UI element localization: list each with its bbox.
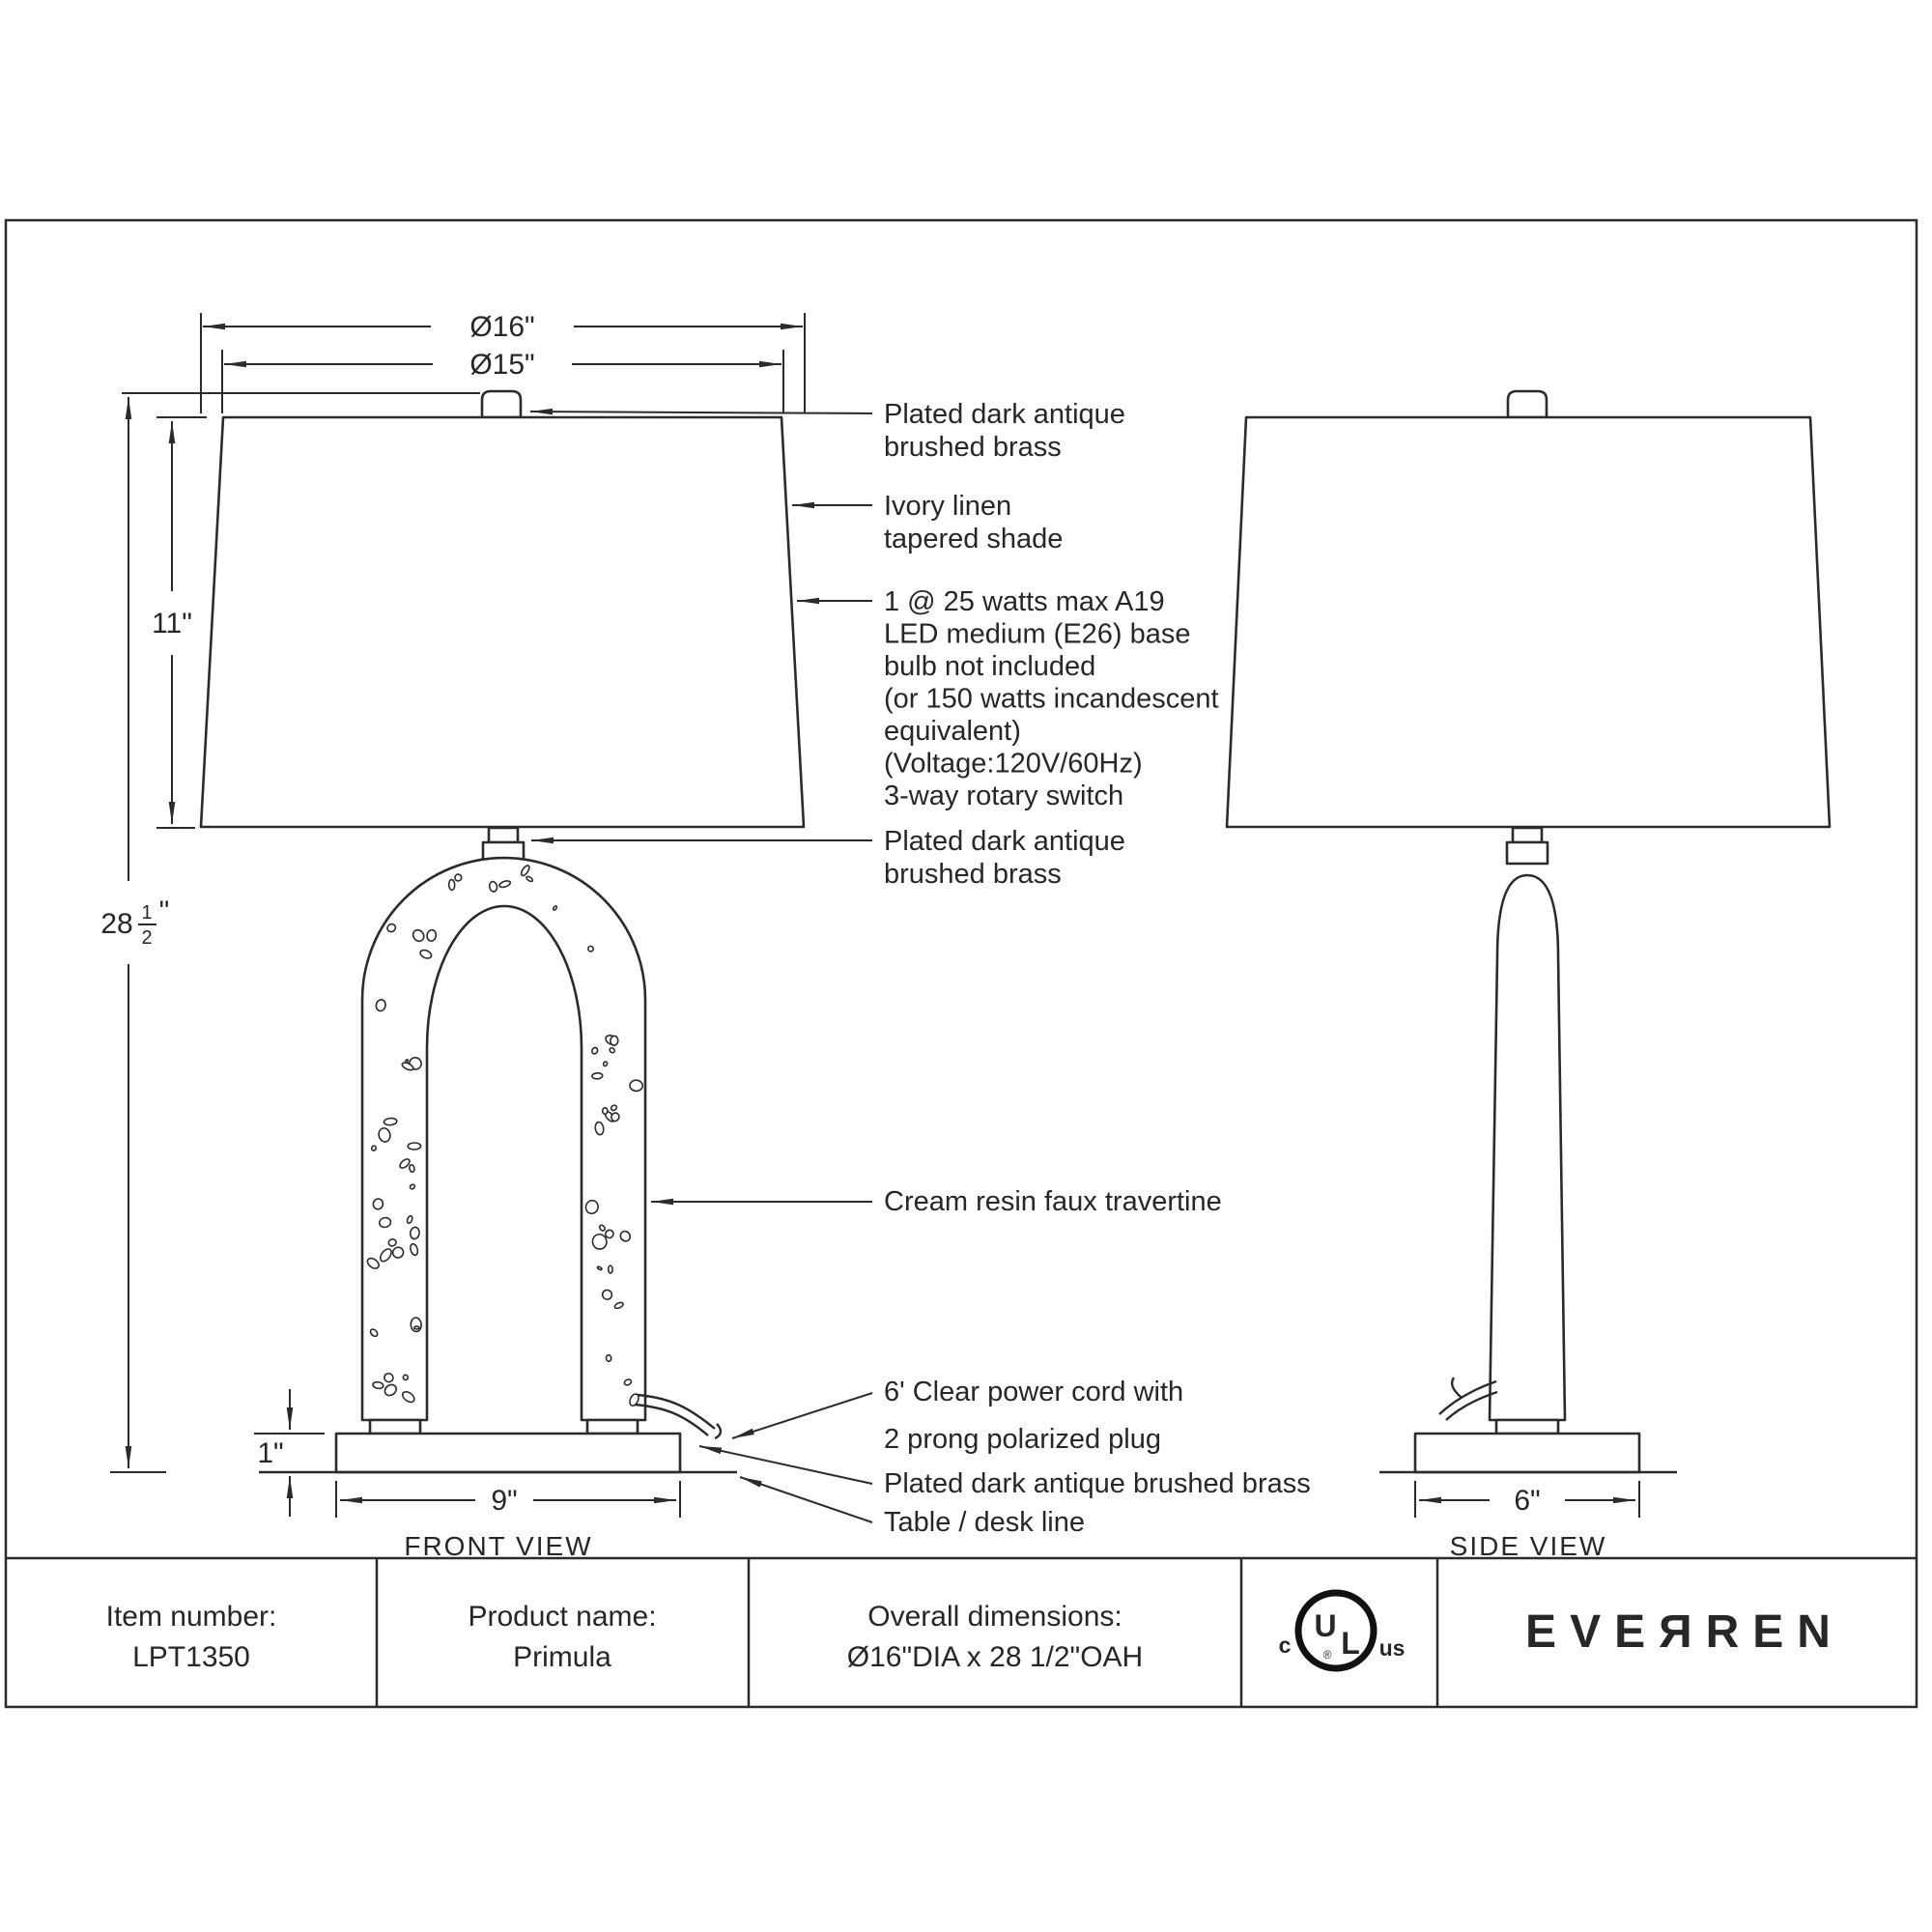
dim-overall-suffix: " <box>158 895 170 927</box>
dim-side-base-width: 6" <box>1514 1485 1541 1517</box>
callout-bulb-line2: LED medium (E26) base <box>884 618 1191 650</box>
overall-dimensions-label: Overall dimensions: <box>867 1601 1122 1633</box>
callout-neck-line2: brushed brass <box>884 859 1062 890</box>
front-shade <box>201 417 804 827</box>
side-base <box>1415 1434 1639 1472</box>
callout-finial-line1: Plated dark antique <box>884 399 1125 430</box>
callout-base-line1: Plated dark antique brushed brass <box>884 1468 1311 1499</box>
callout-shade-line2: tapered shade <box>884 524 1064 554</box>
side-finial <box>1508 391 1547 417</box>
dim-shade-height: 11" <box>152 608 192 639</box>
callout-cord-line1: 6' Clear power cord with <box>884 1377 1184 1407</box>
dim-overall-whole: 28 <box>100 908 133 940</box>
callout-cord-line2: 2 prong polarized plug <box>884 1424 1161 1455</box>
front-finial <box>482 391 521 417</box>
front-arch-body <box>362 858 645 1420</box>
callout-neck-line1: Plated dark antique <box>884 826 1125 857</box>
side-column <box>1490 875 1565 1420</box>
dim-front-base-width: 9" <box>491 1485 518 1517</box>
side-foot <box>1496 1420 1558 1434</box>
brand-logo: EVEЯREN <box>1525 1606 1844 1658</box>
product-name-label: Product name: <box>468 1601 657 1633</box>
ul-registered-mark: ® <box>1322 1648 1332 1662</box>
item-number-value: LPT1350 <box>132 1641 250 1673</box>
side-view-drawing <box>1227 391 1830 1472</box>
side-collar <box>1507 842 1548 864</box>
dim-overall-height <box>100 895 169 949</box>
title-block-texts <box>106 1601 1144 1673</box>
ul-certification-logo <box>1279 1593 1406 1668</box>
product-name-value: Primula <box>513 1641 611 1673</box>
dim-overall-frac-numerator: 1 <box>141 902 153 923</box>
callout-table-line1: Table / desk line <box>884 1507 1085 1538</box>
callout-bulb-line7: 3-way rotary switch <box>884 781 1124 811</box>
callout-bulb-line1: 1 @ 25 watts max A19 <box>884 586 1165 617</box>
front-view-drawing <box>201 391 804 1472</box>
ul-letters-us: us <box>1378 1635 1406 1661</box>
callout-bulb-line5: equivalent) <box>884 716 1021 747</box>
side-neck <box>1513 828 1542 842</box>
callout-bulb-line6: (Voltage:120V/60Hz) <box>884 748 1143 780</box>
ul-letter-c: c <box>1278 1633 1292 1658</box>
front-neck <box>489 828 518 842</box>
dim-overall-frac-denominator: 2 <box>141 927 153 949</box>
front-right-foot <box>587 1420 638 1434</box>
callout-shade-line1: Ivory linen <box>884 491 1012 522</box>
dim-shade-bottom-diameter: Ø16" <box>469 311 535 343</box>
front-base <box>336 1434 680 1472</box>
callout-bulb-line3: bulb not included <box>884 651 1096 682</box>
overall-dimensions-value: Ø16"DIA x 28 1/2"OAH <box>846 1641 1144 1673</box>
side-shade <box>1227 417 1830 827</box>
dim-shade-top-diameter: Ø15" <box>469 349 535 381</box>
callout-body-line1: Cream resin faux travertine <box>884 1186 1222 1217</box>
ul-letter-u: U <box>1314 1608 1337 1643</box>
dim-base-height: 1" <box>257 1437 284 1469</box>
callout-bulb-line4: (or 150 watts incandescent <box>884 683 1219 715</box>
side-view-label: SIDE VIEW <box>1449 1531 1607 1561</box>
front-power-cord <box>635 1395 721 1438</box>
callout-finial-line2: brushed brass <box>884 432 1062 463</box>
ul-letter-l: L <box>1341 1626 1360 1661</box>
front-left-foot <box>370 1420 420 1434</box>
front-view-label: FRONT VIEW <box>404 1531 593 1561</box>
item-number-label: Item number: <box>105 1601 277 1633</box>
